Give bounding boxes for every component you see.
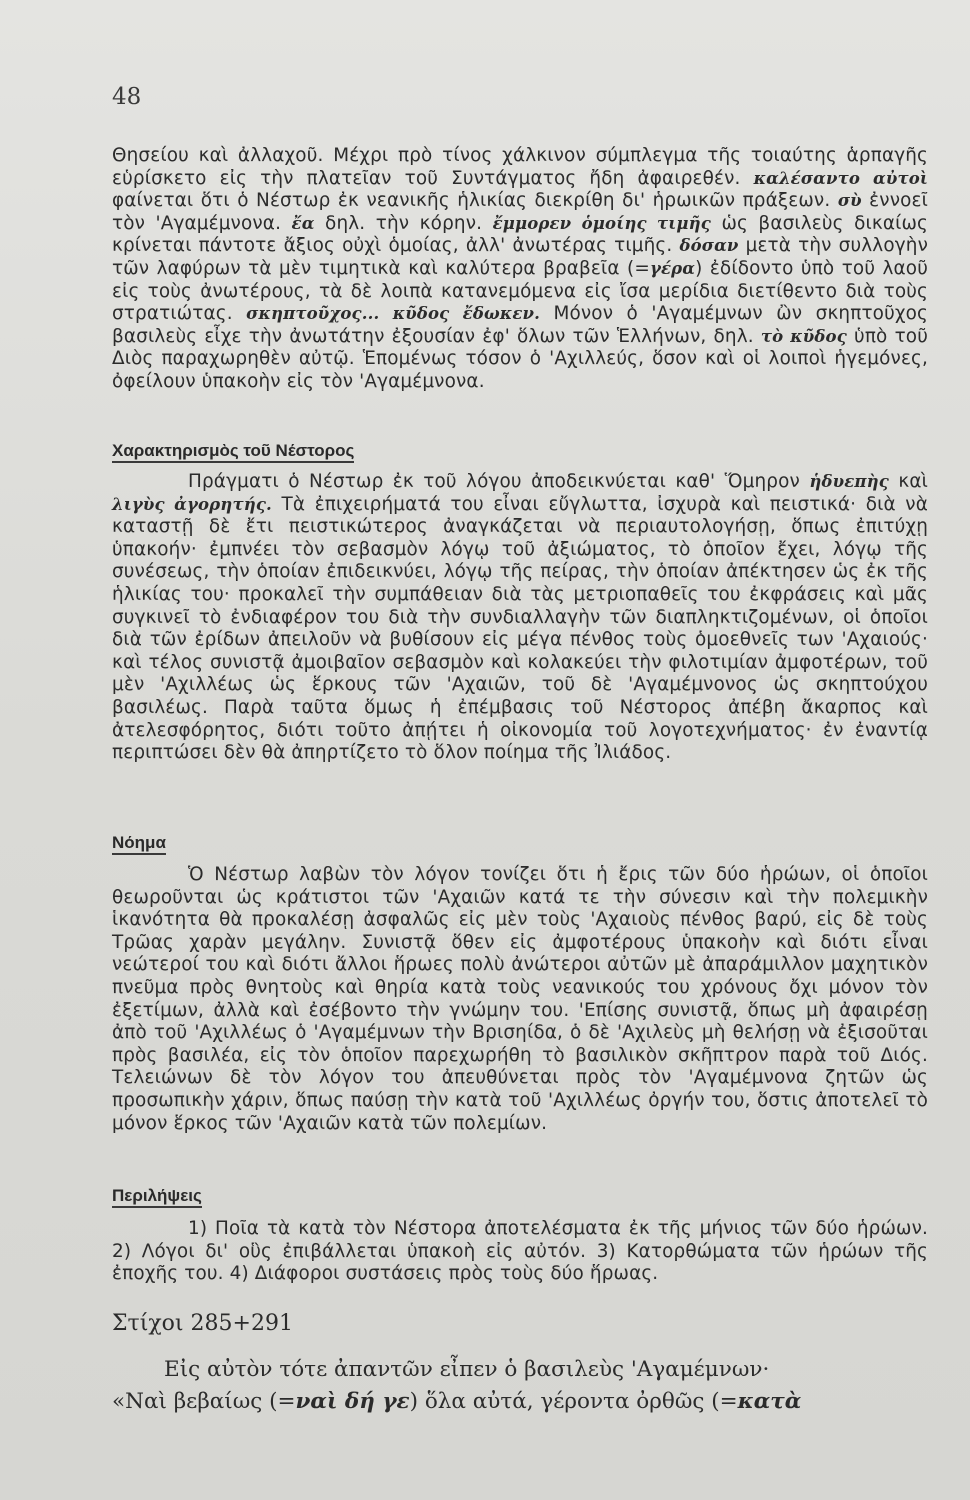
text-run: Μόνον ὁ 'Αγαμέμνων ὢν σκηπτοῦχος βασιλεὺς εἶχε τὴν ἀνωτάτην ἐξουσίαν ἐφ' ὅλων τῶν Ἑλλήνων, δηλ. — [112, 303, 928, 347]
page-number: 48 — [112, 84, 142, 110]
term-italic: λιγὺς ἀγορητής. — [112, 494, 272, 514]
term-italic: κατὰ — [737, 1389, 802, 1414]
translation-line: Εἰς αὐτὸν τότε ἀπαντῶν εἶπεν ὁ βασιλεὺς 'Αγαμέμνων· — [164, 1357, 770, 1382]
characterization-paragraph — [112, 471, 928, 765]
text-run: ) ἐδίδοντο ὑπὸ τοῦ λαοῦ εἰς τοὺς ἀνωτέρους, τὰ δὲ λοιπὰ κατανεμόμενα εἰς ἴσα μερίδια διετίθεντο διὰ τοὺς στρατιώτας. — [112, 257, 928, 325]
text-run: μετὰ τὴν συλλογὴν τῶν λαφύρων τὰ μὲν τιμητικὰ καὶ καλύτερα βραβεῖα (= — [112, 235, 928, 279]
term-italic: δόσαν — [679, 236, 739, 256]
text-run: «Ναὶ βεβαίως (= — [112, 1389, 296, 1414]
term-italic: γέρα — [649, 258, 696, 278]
text-run: Θησείου καὶ ἀλλαχοῦ. Μέχρι πρὸ τίνος χάλκινον σύμπλεγμα τῆς τοιαύτης ἁρπαγῆς εὑρίσκετο εἰς τὴν πλατεῖαν τοῦ Συντάγματος ἤδη ἀφαιρεθέν. — [112, 145, 928, 189]
verses-label: Στίχοι 285+291 — [112, 1311, 293, 1336]
translation-line — [112, 1386, 928, 1418]
text-run: δηλ. τὴν κόρην. — [314, 212, 493, 234]
term-italic: ναὶ δή γε — [295, 1389, 410, 1414]
term-italic: ἔα — [291, 213, 315, 233]
term-italic: σκηπτοῦχος... κῦδος ἔδωκεν. — [246, 304, 541, 324]
text-run: Ὁ Νέστωρ λαβὼν τὸν λόγον τονίζει ὅτι ἡ ἔρις τῶν δύο ἡρώων, οἱ ὁποῖοι θεωροῦνται ὡς κράτιστοι τῶν 'Αχαιῶν κατά τε τὴν σύνεσιν καὶ τὴν πολεμικὴν ἱκανότητα θὰ προκαλέσῃ ἀσφαλῶς εἰς μὲν τοὺς 'Αχαιοὺς πένθος βαρύ, εἰς δὲ τοὺς Τρῶας χαρὰν μεγάλην. Συνιστᾷ ὅθεν εἰς ἀμφοτέρους ὑπακοὴν καὶ διότι εἶναι νεώτεροί του καὶ διότι ἄλλοι ἥρωες πολὺ ἀνώτεροι αὐτῶν μὲ ἀπαράμιλλον μαχητικὸν πνεῦμα πρὸς θνητοὺς καὶ θηρία κατὰ τοὺς νεανικούς του χρόνους ὄχι μόνον τὸν ἐξετίμων, ἀλλὰ καὶ ἐσέβοντο τὴν γνώμην του. 'Επίσης συνιστᾷ, ὅπως μὴ ἀφαιρέσῃ ἀπὸ τοῦ 'Αχιλλέως ὁ 'Αγαμέμνων τὴν Βρισηίδα, ὁ δὲ 'Αχιλεὺς μὴ θελήσῃ νὰ ἐξισοῦται πρὸς βασιλέα, εἰς τὸν ὁποῖον παρεχωρήθη τὸ βασιλικὸν σκῆπτρον παρὰ τοῦ Διός. Τελειώνων δὲ τὸν λόγον του ἀπευθύνεται πρὸς τὸν 'Αγαμέμνονα ζητῶν ὡς προσωπικὴν χάριν, ὅπως παύσῃ τὴν κατὰ τοῦ 'Αχιλλέως ὀργήν του, ὅστις ἀποτελεῖ τὸ μόνον ἕρκος τῶν 'Αχαιῶν κατὰ τῶν πολεμίων. — [112, 864, 928, 1134]
text-run: ὡς βασιλεὺς δικαίως κρίνεται πάντοτε ἄξιος οὐχὶ ὁμοίας, ἀλλ' ἀνωτέρας τιμῆς. — [112, 212, 929, 257]
text-run: ὑπὸ τοῦ Διὸς παραχωρηθὲν αὐτῷ. Ἑπομένως τόσον ὁ 'Αχιλλεύς, ὅσον καὶ οἱ λοιποὶ ἡγεμόνες, ὀφείλουν ὑπακοὴν εἰς τὸν 'Αγαμέμνονα. — [112, 325, 928, 392]
text-run: καὶ — [888, 471, 928, 492]
commentary-paragraph — [112, 145, 928, 394]
term-italic: τὸ κῦδος — [760, 326, 847, 346]
text-run: Πράγματι ὁ Νέστωρ ἐκ τοῦ λόγου ἀποδεικνύεται καθ' Ὅμηρον — [188, 471, 810, 492]
section-heading-meaning: Νόημα — [112, 833, 166, 855]
term-italic: ἡδυεπὴς — [809, 472, 889, 491]
section-heading-characterization: Χαρακτηρισμὸς τοῦ Νέστορος — [112, 441, 354, 463]
text-run: 1) Ποῖα τὰ κατὰ τὸν Νέστορα ἀποτελέσματα ἐκ τῆς μήνιος τῶν δύο ἡρώων. 2) Λόγοι δι' οὓς ἐπιβάλλεται ὑπακοὴ εἰς αὐτόν. 3) Κατορθώματα τῶν ἡρώων τῆς ἐποχῆς του. 4) Διάφοροι συστάσεις πρὸς τοὺς δύο ἥρωας. — [112, 1218, 928, 1285]
meaning-paragraph — [112, 864, 928, 1135]
text-run: ) ὅλα αὐτά, γέροντα ὀρθῶς (= — [409, 1389, 738, 1414]
summaries-paragraph — [112, 1218, 928, 1286]
text-run: Τὰ ἐπιχειρήματά του εἶναι εὔγλωττα, ἰσχυρὰ καὶ πειστικά· διὰ νὰ καταστῇ δὲ ἔτι πειστικώτερος ἀναγκάζεται νὰ περιαυτολογήσῃ, ὅπως ἐπιτύχῃ ὑπακοήν· ἐμπνέει τὸν σεβασμὸν λόγῳ τοῦ ἀξιώματος, τὸ ὁποῖον ἔχει, λόγῳ τῆς συνέσεως, τὴν ὁποίαν ἐπιδεικνύει, λόγῳ τῆς πείρας, τὴν ὁποίαν ἀπέκτησεν ὡς ἐκ τῆς ἡλικίας του· προκαλεῖ τὴν συμπάθειαν διὰ τὰς μετριοπαθεῖς του ἐκφράσεις καὶ μᾶς συγκινεῖ τὸ ἐνδιαφέρον του διὰ τὴν συνδιαλλαγὴν τῶν διαπληκτιζομένων, οἱ ὁποῖοι διὰ τῶν ἐρίδων ἀπειλοῦν νὰ βυθίσουν εἰς μέγα πένθος τοὺς ὁμοεθνεῖς των 'Αχαιούς· καὶ τέλος συνιστᾷ ἀμοιβαῖον σεβασμὸν καὶ κολακεύει τὴν φιλοτιμίαν ἀμφοτέρων, τοῦ μὲν 'Αχιλλέως ὡς ἕρκους τῶν 'Αχαιῶν, τοῦ δὲ 'Αγαμέμνονος ὡς σκηπτούχου βασιλέως. Παρὰ ταῦτα ὅμως ἡ ἐπέμβασις τοῦ Νέστορος ἀπέβη ἄκαρπος καὶ ἀτελεσφόρητος, διότι τοῦτο ἀπῄτει ἡ οἰκονομία τοῦ λογοτεχνήματος· ἐν ἐναντίᾳ περιπτώσει δὲν θὰ ἀπηρτίζετο τὸ ὅλον ποίημα τῆς Ἰλιάδος. — [112, 493, 928, 764]
term-italic: καλέσαντο αὐτοὶ — [753, 168, 928, 188]
term-italic: σὺ — [837, 191, 862, 211]
term-italic: ἔμμορεν ὁμοίης τιμῆς — [492, 213, 711, 233]
text-run: ἐννοεῖ τὸν 'Αγαμέμνονα. — [112, 190, 928, 234]
section-heading-summaries: Περιλήψεις — [112, 1186, 202, 1208]
text-run: φαίνεται ὅτι ὁ Νέστωρ ἐκ νεανικῆς ἡλικίας διεκρίθη δι' ἡρωικῶν πράξεων. — [112, 190, 838, 212]
